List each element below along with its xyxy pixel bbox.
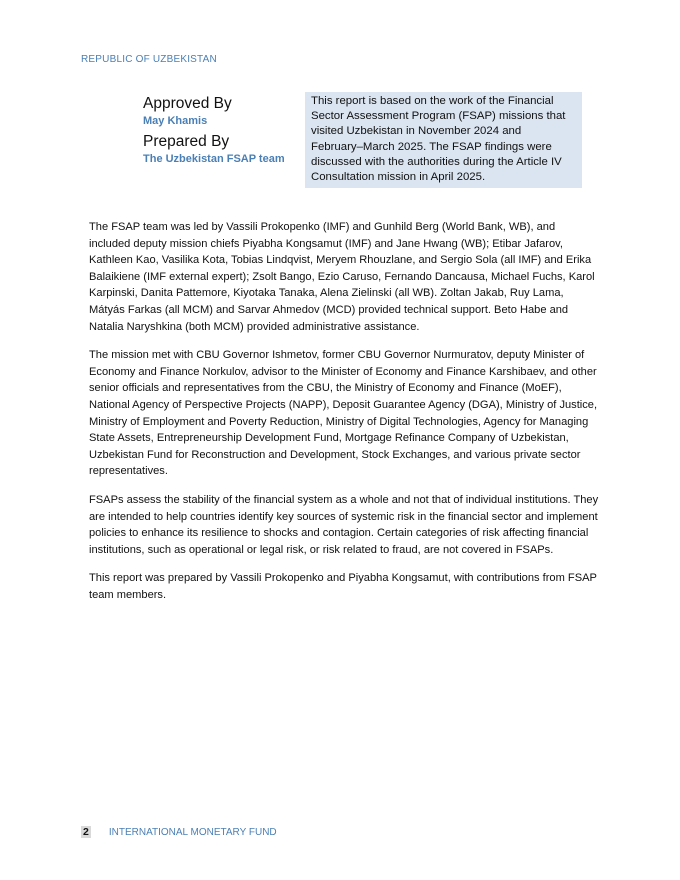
prepared-by-label: Prepared By [143, 133, 230, 150]
paragraph-meetings: The mission met with CBU Governor Ishmetov, former CBU Governor Nurmuratov, deputy Minister of Economy and Finance Norkulov, advisor to the Minister of Economy and Finance Karshibaev, and other senior officials and representatives from the CBU, the Ministry of Economy and Finance (MoEF), National Agency of Perspective Projects (NAPP), Deposit Guarantee Agency (DGA), Ministry of Justice, Ministry of Employment and Poverty Reduction, Ministry of Digital Technologies, Agency for Managing State Assets, Entrepreneurship Development Fund, Mortgage Refinance Company of Uzbekistan, Uzbekistan Fund for Reconstruction and Development, Stock Exchanges, and various private sector representatives. [89, 349, 598, 478]
body-text [89, 219, 599, 615]
approved-by-name: May Khamis [143, 115, 208, 127]
approved-by-label: Approved By [143, 95, 232, 112]
page-footer [81, 826, 277, 838]
footer-organization: INTERNATIONAL MONETARY FUND [108, 826, 277, 838]
summary-box: This report is based on the work of the Financial Sector Assessment Program (FSAP) missions that visited Uzbekistan in November 2024 and February–March 2025. The FSAP findings were discussed with the authorities during the Article IV Consultation mission in April 2025. [305, 92, 582, 188]
paragraph-prepared-by: This report was prepared by Vassili Prokopenko and Piyabha Kongsamut, with contributions from FSAP team members. [89, 572, 597, 601]
running-header: REPUBLIC OF UZBEKISTAN [81, 54, 217, 65]
page-number: 2 [83, 826, 89, 838]
approval-block [143, 94, 303, 170]
prepared-by-name: The Uzbekistan FSAP team [143, 153, 285, 165]
paragraph-team: The FSAP team was led by Vassili Prokopenko (IMF) and Gunhild Berg (World Bank, WB), and included deputy mission chiefs Piyabha Kongsamut (IMF) and Jane Hwang (WB); Etibar Jafarov, Kathleen Kao, Vasilika Kota, Tobias Lindqvist, Meryem Rhouzlane, and Sergio Sola (all IMF) and Erika Balaikiene (IMF external expert); Zsolt Bango, Ezio Caruso, Fernando Dancausa, Michael Fuchs, Karol Karpinski, Danita Pattemore, Kiyotaka Tanaka, Alena Zielinski (all WB). Zoltan Jakab, Ruy Lama, Mátyás Farkas (all MCM) and Sarvar Ahmedov (MCD) provided technical support. Beto Habe and Natalia Naryshkina (both MCM) provided administrative assistance. [89, 221, 595, 333]
paragraph-fsap-scope: FSAPs assess the stability of the financial system as a whole and not that of individual institutions. They are intended to help countries identify key sources of systemic risk in the financial sector and implement policies to enhance its resilience to shocks and contagion. Certain categories of risk affecting financial institutions, such as operational or legal risk, or risk related to fraud, are not covered in FSAPs. [89, 493, 599, 556]
